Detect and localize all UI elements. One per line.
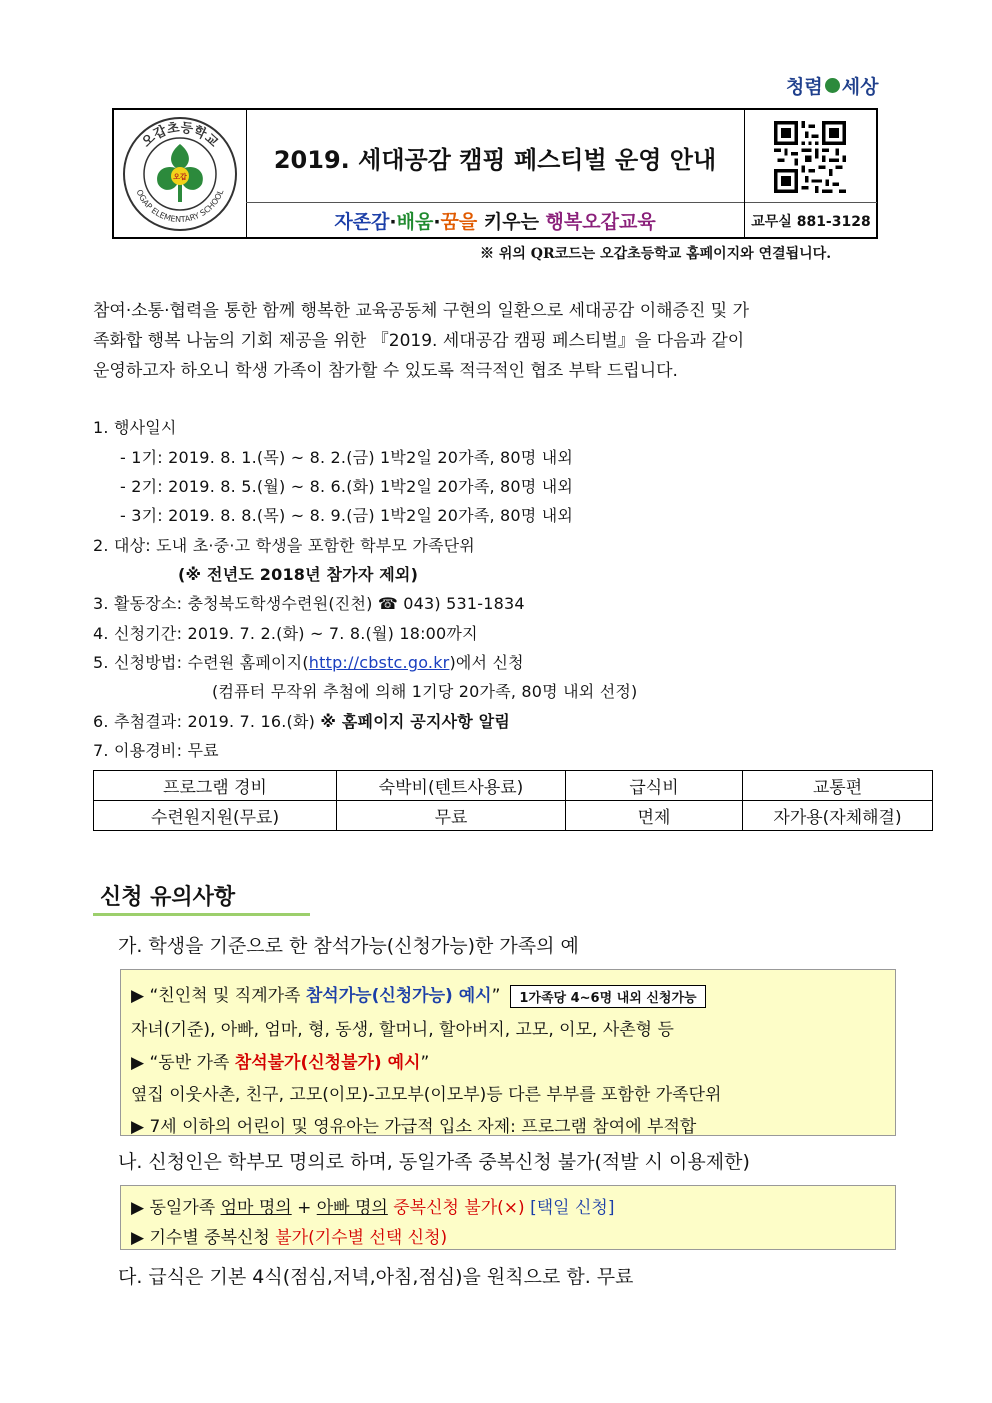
homepage-link[interactable]: http://cbstc.go.kr (308, 653, 450, 672)
notice-na: 나. 신청인은 학부모 명의로 하며, 동일가족 중복신청 불가(적발 시 이용제한) (118, 1151, 750, 1173)
item-1-session-3: - 3기: 2019. 8. 8.(목) ~ 8. 9.(금) 1박2일 20가족, 80명 내외 (120, 506, 574, 525)
brand-left-text: 청렴 (786, 76, 823, 98)
notice-section-title: 신청 유의사항 (100, 885, 236, 910)
not-allowed-example-label: 참석불가(신청불가) 예시 (234, 1053, 421, 1073)
slogan-cell (246, 202, 744, 237)
cost-cell-lodging: 무료 (337, 801, 566, 831)
intro-line-1: 참여·소통·협력을 통한 함께 행복한 교육공동체 구현의 일환으로 세대공감 이해증진 및 가 (93, 301, 750, 321)
cost-table-header-row (94, 771, 933, 801)
cost-cell-meal: 면제 (566, 801, 743, 831)
slogan-segment: · (389, 211, 397, 233)
slogan-segment: 자존감 (334, 211, 390, 233)
cost-table-row (94, 801, 933, 831)
section-underline (93, 913, 310, 916)
mother-name-text: 엄마 명의 (220, 1198, 292, 1218)
item-7-cost: 7. 이용경비: 무료 (93, 741, 219, 760)
cost-header-lodging: 숙박비(텐트사용료) (337, 771, 566, 801)
slogan-segment: 배움 (396, 211, 434, 233)
svg-text:오갑: 오갑 (173, 173, 187, 181)
item-6-notice: ※ 홈페이지 공지사항 알림 (320, 712, 511, 731)
item-5-note: (컴퓨터 무작위 추첨에 의해 1기당 20가족, 80명 내외 선정) (212, 682, 638, 701)
brand-right-text: 세상 (841, 76, 879, 98)
brand-logo (786, 72, 878, 99)
box2-l1-plus: + (291, 1198, 317, 1218)
intro-line-3: 운영하고자 하오니 학생 가족이 참가할 수 있도록 적극적인 협조 부탁 드립니다. (93, 361, 678, 381)
qr-note: ※ 위의 QR코드는 오갑초등학교 홈페이지와 연결됩니다. (480, 246, 832, 262)
item-1-session-1: - 1기: 2019. 8. 1.(목) ~ 8. 2.(금) 1박2일 20가족, 80명 내외 (120, 448, 574, 467)
item-2-target: 2. 대상: 도내 초·중·고 학생을 포함한 학부모 가족단위 (93, 536, 475, 555)
box1-l1-prefix: ▶ “친인척 및 직계가족 (131, 986, 306, 1006)
item-3-place: 3. 활동장소: 충청북도학생수련원(진천) ☎ 043) 531-1834 (93, 594, 525, 613)
slogan-segment: · (433, 211, 441, 233)
item-5-prefix: 5. 신청방법: 수련원 홈페이지( (93, 653, 309, 672)
item-2-note: (※ 전년도 2018년 참가자 제외) (178, 565, 419, 584)
box1-l3-suffix: ” (420, 1053, 430, 1073)
item-6-prefix: 6. 추첨결과: 2019. 7. 16.(화) (93, 712, 321, 731)
box2-line-1 (131, 1193, 614, 1218)
cost-header-transport: 교통편 (743, 771, 933, 801)
slogan-segment: 행복오갑교육 (545, 211, 656, 233)
box1-line-1 (131, 981, 706, 1008)
qr-code-icon[interactable] (774, 121, 846, 193)
allowed-example-label: 참석가능(신청가능) 예시 (305, 986, 492, 1006)
office-phone: 교무실 881-3128 (751, 214, 871, 230)
box2-l1-a: ▶ 동일가족 (131, 1198, 221, 1218)
slogan-segment: 키우는 (477, 211, 546, 233)
session-duplicate-text: 불가(기수별 선택 신청) (275, 1228, 448, 1248)
slogan-segment: 꿈을 (440, 211, 478, 233)
box1-line-3 (131, 1048, 429, 1073)
office-cell (744, 202, 877, 237)
header-table (112, 108, 878, 239)
title-cell (246, 110, 744, 203)
notice-ga: 가. 학생을 기준으로 한 참석가능(신청가능)한 가족의 예 (118, 935, 579, 957)
box1-line-2: 자녀(기준), 아빠, 엄마, 형, 동생, 할머니, 할아버지, 고모, 이모, 사촌형 등 (131, 1020, 674, 1040)
notice-da: 다. 급식은 기본 4식(점심,저녁,아침,점심)을 원칙으로 함. 무료 (118, 1266, 634, 1288)
duplicate-rule-box (120, 1185, 896, 1250)
slogan (246, 207, 744, 234)
school-logo-cell (114, 110, 247, 237)
box2-l2-a: ▶ 기수별 중복신청 (131, 1228, 276, 1248)
brand-dot-icon (825, 78, 840, 93)
allowed-family-box (120, 969, 896, 1136)
page-title: 2019. 세대공감 캠핑 페스티벌 운영 안내 (273, 146, 717, 174)
box1-l3-prefix: ▶ “동반 가족 (131, 1053, 235, 1073)
cost-cell-program: 수련원지원(무료) (94, 801, 337, 831)
box2-line-2 (131, 1223, 447, 1248)
intro-line-2: 족화합 행복 나눔의 기회 제공을 위한 『2019. 세대공감 캠핑 페스티벌』을 다음과 같이 (93, 331, 745, 351)
item-1-session-2: - 2기: 2019. 8. 5.(월) ~ 8. 6.(화) 1박2일 20가족, 80명 내외 (120, 477, 574, 496)
cost-cell-transport: 자가용(자체해결) (743, 801, 933, 831)
item-1-heading: 1. 행사일시 (93, 418, 177, 437)
school-emblem-icon (120, 114, 240, 234)
duplicate-not-allowed-text: 중복신청 불가(×) (393, 1198, 525, 1218)
cost-table (93, 770, 933, 831)
cost-header-meal: 급식비 (566, 771, 743, 801)
svg-text:OGAP ELEMENTARY SCHOOL: OGAP ELEMENTARY SCHOOL (134, 188, 226, 225)
item-5-suffix: )에서 신청 (449, 653, 524, 672)
cost-header-program: 프로그램 경비 (94, 771, 337, 801)
box1-line-5: ▶ 7세 이하의 어린이 및 영유아는 가급적 입소 자제: 프로그램 참여에 부적합 (131, 1117, 697, 1137)
item-6-result (93, 709, 510, 732)
box1-l1-suffix: ” (491, 986, 501, 1006)
family-size-badge: 1가족당 4~6명 내외 신청가능 (510, 985, 705, 1008)
choose-one-text: [택일 신청] (524, 1198, 615, 1218)
qr-cell (744, 110, 877, 203)
svg-text:오갑초등학교: 오갑초등학교 (139, 120, 221, 151)
item-4-period: 4. 신청기간: 2019. 7. 2.(화) ~ 7. 8.(월) 18:00까지 (93, 624, 478, 643)
father-name-text: 아빠 명의 (316, 1198, 388, 1218)
box1-line-4: 옆집 이웃사촌, 친구, 고모(이모)-고모부(이모부)등 다른 부부를 포함한 가족단위 (131, 1085, 722, 1105)
item-5-method (93, 650, 524, 673)
